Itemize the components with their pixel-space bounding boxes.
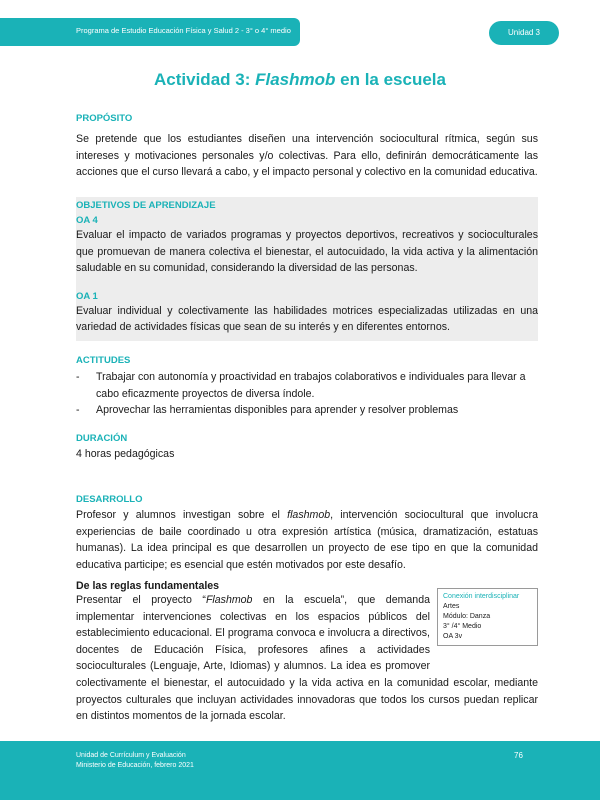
oa1-text: Evaluar individual y colectivamente las habilidades motrices especializadas utilizadas en una variedad de actividades físicas que sean de su interés y en diferentes entornos. (76, 304, 538, 334)
desarrollo-section (76, 494, 538, 573)
title-prefix: Actividad 3: (154, 70, 256, 89)
conexion-line: OA 3v (443, 633, 463, 640)
proposito-heading: PROPÓSITO (76, 113, 133, 124)
page-number: 76 (514, 751, 523, 760)
page-title (0, 70, 600, 90)
title-italic: Flashmob (255, 70, 336, 89)
conexion-line: Módulo: Danza (443, 613, 491, 620)
dash-bullet-icon: - (76, 371, 80, 383)
footer-credits: Unidad de Currículum y Evaluación Ministerio de Educación, febrero 2021 (76, 752, 194, 769)
oa1-code: OA 1 (76, 290, 98, 302)
oa4-text: Evaluar el impacto de variados programas y proyectos deportivos, recreativos y socioculturales que promuevan de manera colectiva el bienestar, el autocuidado, la vida activa y la alimentación saludable en su comunidad, considerando la diversidad de las personas. (76, 229, 538, 275)
actitudes-section (76, 355, 538, 419)
proposito-section (76, 113, 538, 181)
conexion-title: Conexión interdisciplinar (443, 593, 520, 600)
duracion-heading: DURACIÓN (76, 433, 128, 444)
reglas-text: Presentar el proyecto “Flashmob en la escuela”, que demanda implementar intervenciones colectivas en los espacios públicos del establecimiento educacional. El programa convoca e involucra a directivos, docentes de Educación Física, profesores afines a actividades socioculturales (Lenguaje, Arte, Idiomas) y alumnos. La idea es promover colectivamente el bienestar, el autocuidado y la vida activa en la comunidad escolar, mediante proyectos culturales que incluyan actividades innovadoras que todos los cursos puedan replicar en distintos momentos de la jornada escolar. (76, 594, 538, 723)
proposito-text: Se pretende que los estudiantes diseñen una intervención sociocultural rítmica, según sus intereses y motivaciones personales y/o colectivas. Para ello, definirán democráticamente las acciones que el curso llevará a cabo, y el impacto personal y colectivo en la comunidad educativa. (76, 133, 538, 179)
duracion-section (76, 433, 538, 463)
unit-badge: Unidad 3 (489, 21, 559, 45)
desarrollo-text: Profesor y alumnos investigan sobre el flashmob, intervención sociocultural que involucra experiencias de baile coordinado u otra expresión artística (música, dramatización, estatuas humanas). La idea principal es que desarrollen un proyecto de ese tipo en que la comunidad educativa participe; es esencial que estén motivados por este desafío. (76, 509, 539, 571)
title-suffix: en la escuela (335, 70, 446, 89)
oa4-code: OA 4 (76, 215, 98, 226)
footer-bar (0, 741, 600, 800)
objetivos-section (76, 200, 538, 336)
list-item: - Trabajar con autonomía y proactividad en trabajos colaborativos e individuales para llevar a cabo eficazmente proyectos de diversa índole. (76, 371, 526, 400)
actitudes-heading: ACTITUDES (76, 355, 131, 366)
objetivos-heading: OBJETIVOS DE APRENDIZAJE (76, 200, 216, 211)
reglas-heading: De las reglas fundamentales (76, 580, 220, 592)
conexion-interdisciplinar-box (437, 588, 538, 646)
program-title: Programa de Estudio Educación Física y Salud 2 - 3° o 4° medio (76, 26, 291, 35)
dash-bullet-icon: - (76, 404, 80, 417)
duracion-text: 4 horas pedagógicas (76, 448, 175, 460)
conexion-line: Artes (443, 603, 460, 610)
list-item: - Aprovechar las herramientas disponibles para aprender y resolver problemas (76, 402, 538, 419)
desarrollo-heading: DESARROLLO (76, 494, 143, 505)
conexion-line: 3° /4° Medio (443, 623, 482, 630)
